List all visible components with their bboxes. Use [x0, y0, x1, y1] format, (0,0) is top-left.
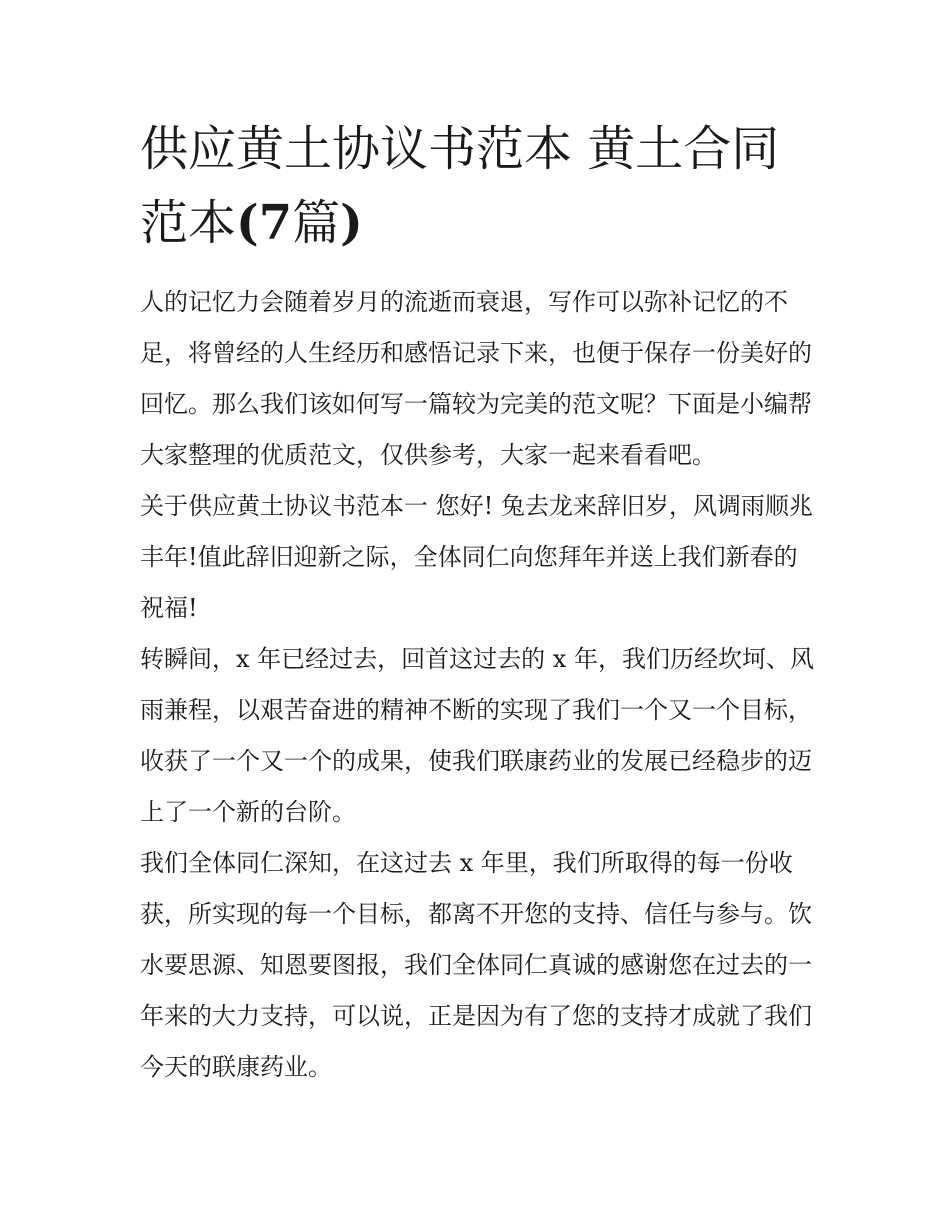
- review-paragraph: 转瞬间，x 年已经过去，回首这过去的 x 年，我们历经坎坷、风雨兼程，以艰苦奋进的精神不断的实现了我们一个又一个目标，收获了一个又一个的成果，使我们联康药业的发展已经稳步的迈上了一个新的台阶。: [140, 645, 814, 826]
- title-line-1: 供应黄土协议书范本 黄土合同: [140, 121, 780, 177]
- greeting-paragraph: 关于供应黄土协议书范本一 您好! 兔去龙来辞旧岁，风调雨顺兆丰年!值此辞旧迎新之际，全体同仁向您拜年并送上我们新春的祝福!: [140, 492, 813, 622]
- title-line-2-prefix: 范本: [140, 195, 237, 251]
- thanks-paragraph: 我们全体同仁深知，在这过去 x 年里，我们所取得的每一份收获，所实现的每一个目标，都离不开您的支持、信任与参与。饮水要思源、知恩要图报，我们全体同仁真诚的感谢您在过去的一年来的大力支持，可以说，正是因为有了您的支持才成就了我们今天的联康药业。: [140, 849, 812, 1081]
- title-line-2-cjk: 篇: [292, 195, 341, 251]
- document-title: [140, 112, 815, 260]
- title-line-2-close: ): [340, 195, 363, 251]
- intro-paragraph: 人的记忆力会随着岁月的流逝而衰退，写作可以弥补记忆的不足，将曾经的人生经历和感悟记录下来，也便于保存一份美好的回忆。那么我们该如何写一篇较为完美的范文呢？下面是小编帮大家整理的优质范文，仅供参考，大家一起来看看吧。: [140, 288, 812, 469]
- title-line-2-ascii: (7: [236, 195, 293, 251]
- document-page: [140, 112, 815, 1093]
